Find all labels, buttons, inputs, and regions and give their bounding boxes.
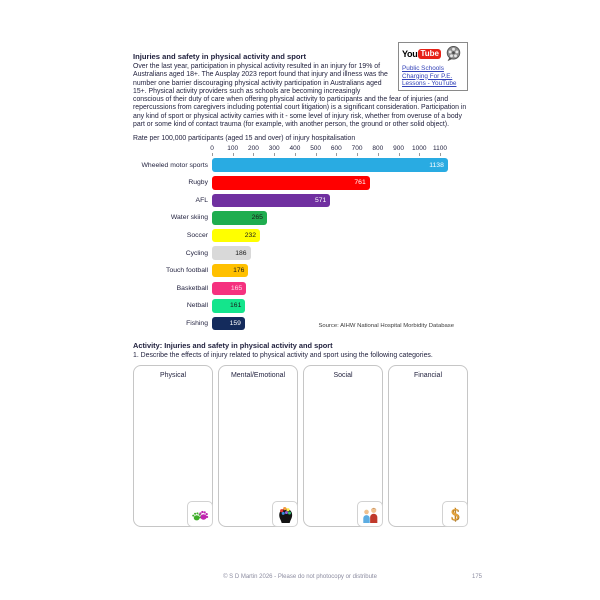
x-axis-tick-label: 800 xyxy=(372,145,384,153)
film-reel-icon xyxy=(445,46,462,62)
chart-title: Rate per 100,000 participants (aged 15 and over) of injury hospitalisation xyxy=(133,135,356,143)
x-axis-tick-label: 200 xyxy=(248,145,259,153)
activity-heading: Activity: Injuries and safety in physical activity and sport xyxy=(133,341,333,351)
bar-value-label: 265 xyxy=(251,214,263,222)
chart-bar-row xyxy=(133,227,468,245)
x-axis-tick-label: 700 xyxy=(351,145,363,153)
bar-touch-football xyxy=(212,264,248,278)
chart-source: Source: AIHW National Hospital Morbidity Database xyxy=(318,323,454,330)
bar-category-label: Rugby xyxy=(188,179,208,187)
x-axis-tick-label: 0 xyxy=(210,145,214,153)
x-axis-tick-label: 900 xyxy=(393,145,404,153)
chart-bar-row xyxy=(133,297,468,315)
answer-box-mental-emotional xyxy=(218,365,298,527)
bar-value-label: 761 xyxy=(354,179,366,187)
x-axis-tick-label: 400 xyxy=(289,145,301,153)
youtube-logo xyxy=(402,49,441,59)
bar-fishing xyxy=(212,317,245,331)
answer-box-label: Social xyxy=(333,372,353,380)
answer-box-physical xyxy=(133,365,213,527)
bar-value-label: 161 xyxy=(230,302,242,310)
activity-answer-boxes xyxy=(133,365,468,527)
chart-bar-row xyxy=(133,262,468,280)
bar-rugby xyxy=(212,176,370,190)
bar-category-label: Fishing xyxy=(186,320,208,328)
x-axis-tick-mark xyxy=(357,153,358,156)
x-axis-tick-mark xyxy=(274,153,275,156)
x-axis-tick-mark xyxy=(419,153,420,156)
bar-category-label: Water skiing xyxy=(170,214,208,222)
bar-category-label: Soccer xyxy=(186,232,208,240)
bar-value-label: 232 xyxy=(244,232,257,240)
bar-value-label: 165 xyxy=(230,284,243,292)
x-axis-tick-label: 300 xyxy=(268,145,280,153)
youtube-link-box xyxy=(398,42,468,91)
x-axis-tick-label: 1000 xyxy=(412,145,427,153)
bar-category-label: Touch football xyxy=(166,267,208,275)
bar-category-label: Wheeled motor sports xyxy=(141,161,208,169)
answer-box-financial xyxy=(388,365,468,527)
chart-bar-row xyxy=(133,280,468,298)
footer-copyright: © S D Martin 2026 - Please do not photocopy or distribute xyxy=(223,574,377,580)
x-axis-tick-label: 600 xyxy=(330,145,342,153)
bar-value-label: 159 xyxy=(229,320,241,328)
bar-afl xyxy=(212,194,330,208)
chart-bar-row xyxy=(133,209,468,227)
x-axis-tick-label: 500 xyxy=(310,145,322,153)
x-axis-tick-mark xyxy=(336,153,337,156)
bar-value-label: 1138 xyxy=(429,161,444,169)
brain-splash-icon xyxy=(272,501,298,527)
people-icon xyxy=(357,501,383,527)
x-axis-tick-mark xyxy=(212,153,213,156)
chart-bars-area xyxy=(133,156,468,332)
chart-bar-row xyxy=(133,174,468,192)
youtube-video-link[interactable]: Public Schools Charging For P.E. Lessons - YouTube xyxy=(402,65,457,88)
x-axis-tick-mark xyxy=(233,153,234,156)
injury-bar-chart xyxy=(133,135,468,332)
x-axis-tick-label: 100 xyxy=(227,145,239,153)
youtube-logo-you: You xyxy=(402,49,418,59)
dollar-icon xyxy=(442,501,468,527)
answer-box-social xyxy=(303,365,383,527)
dollar-glyph: $ xyxy=(450,504,460,524)
bar-category-label: Cycling xyxy=(185,249,208,257)
chart-bar-row xyxy=(133,244,468,262)
x-axis-tick-mark xyxy=(253,153,254,156)
page-title: Injuries and safety in physical activity and sport xyxy=(133,52,307,61)
bar-value-label: 176 xyxy=(233,267,245,275)
answer-box-label: Physical xyxy=(159,372,187,380)
bar-value-label: 571 xyxy=(315,196,327,204)
bar-water-skiing xyxy=(212,211,267,225)
x-axis-tick-mark xyxy=(295,153,296,156)
x-axis-tick-mark xyxy=(440,153,441,156)
chart-bar-row xyxy=(133,156,468,174)
answer-box-label: Mental/Emotional xyxy=(230,372,286,380)
x-axis-tick-mark xyxy=(316,153,317,156)
bar-basketball xyxy=(212,282,246,296)
bar-netball xyxy=(212,299,245,313)
bar-category-label: Netball xyxy=(186,302,208,310)
bar-category-label: AFL xyxy=(195,196,208,204)
bar-cycling xyxy=(212,246,251,260)
x-axis-tick-mark xyxy=(399,153,400,156)
youtube-logo-tube: Tube xyxy=(420,49,439,58)
chart-bar-row xyxy=(133,192,468,210)
bar-soccer xyxy=(212,229,260,243)
activity-instruction: 1. Describe the effects of injury related to physical activity and sport using the following categories. xyxy=(133,352,433,360)
bar-category-label: Basketball xyxy=(176,284,208,292)
x-axis-tick-label: 1100 xyxy=(433,145,447,153)
answer-box-label: Financial xyxy=(413,372,442,380)
x-axis-tick-mark xyxy=(378,153,379,156)
activity-section xyxy=(133,341,468,527)
chart-x-axis xyxy=(133,145,468,156)
page-number: 175 xyxy=(471,574,482,580)
intro-paragraph: Over the last year, participation in physical activity resulted in an injury for 19% of Australians aged 18+. The Ausplay 2023 report found that injury and illness was the number one barrier discouraging physical activity participation in Australians aged 15+. Physical activity providers such as schools are becoming increasingly conscious of their duty of care when offering physical activity to participants and the fear of injuries (and repercussions from caregivers including potential court litigation) is a significant consideration. Participation in any kind of sport or physical activity carries with it - some level of injury risk, whether from overuse of a body part or some kind of contact trauma (for example, with another person, the ground or other solid object). xyxy=(133,63,467,129)
bar-wheeled-motor-sports xyxy=(212,158,448,172)
handprints-icon xyxy=(187,501,213,527)
bar-value-label: 186 xyxy=(235,249,247,257)
